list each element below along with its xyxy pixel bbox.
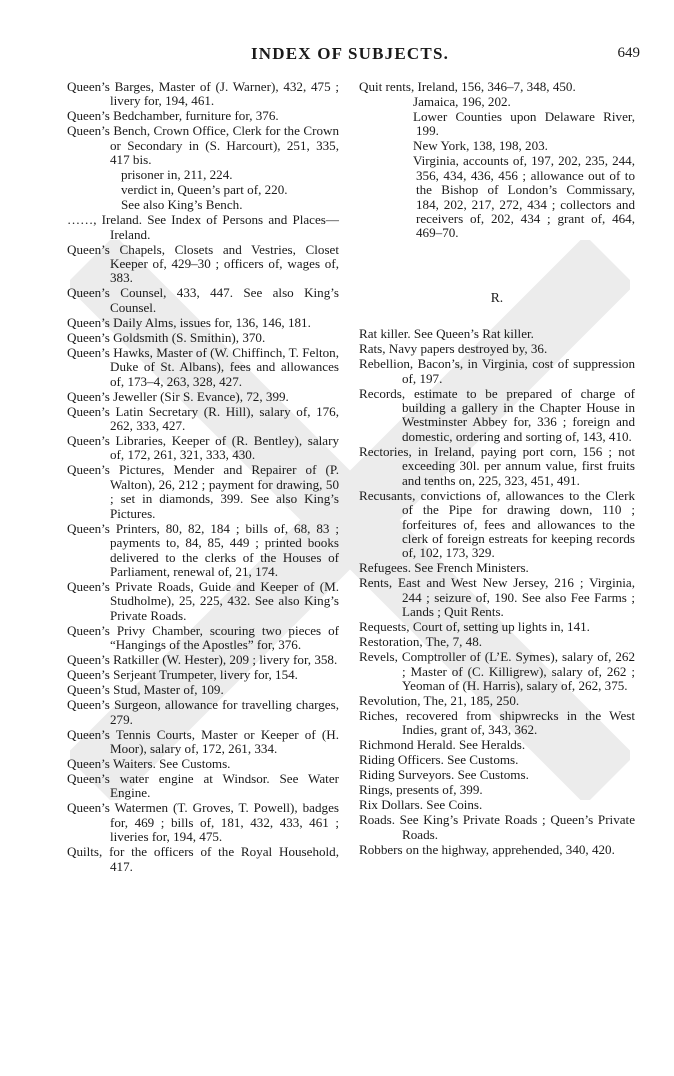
- index-entry: Rectories, in Ireland, paying port corn, 156 ; not exceeding 30l. per annum value, first fruits and tenths on, 225, 323, 451, 491.: [359, 443, 635, 488]
- page-number: 649: [617, 45, 640, 61]
- index-entry: Riding Officers. See Customs.: [359, 752, 519, 768]
- index-entry: Rats, Navy papers destroyed by, 36.: [359, 341, 548, 357]
- index-entry: Queen’s Ratkiller (W. Hester), 209 ; livery for, 358.: [67, 652, 338, 668]
- index-entry: Rat killer. See Queen’s Rat killer.: [359, 326, 534, 342]
- right-column-q-entries: [359, 80, 635, 241]
- index-entry: Quit rents, Ireland, 156, 346–7, 348, 450.: [359, 79, 576, 94]
- index-entry: Queen’s Libraries, Keeper of (R. Bentley), salary of, 172, 261, 321, 333, 430.: [67, 433, 339, 463]
- index-subentry: verdict in, Queen’s part of, 220.: [121, 182, 288, 198]
- index-entry: Recusants, convictions of, allowances to the Clerk of the Pipe for drawing down, 110 ; forfeitures of, fees and allowances to the clerk of foreign estreats for keeping records of, 102, 173, 329.: [359, 487, 635, 561]
- index-entry: Queen’s water engine at Windsor. See Water Engine.: [67, 770, 339, 801]
- index-entry: Queen’s Watermen (T. Groves, T. Powell), badges for, 469 ; bills of, 181, 432, 433, 461 ; liveries for, 194, 475.: [67, 800, 339, 845]
- index-entry: ……, Ireland. See Index of Persons and Places—Ireland.: [67, 212, 339, 242]
- index-entry: Queen’s Stud, Master of, 109.: [67, 682, 224, 698]
- index-entry: Queen’s Waiters. See Customs.: [67, 755, 231, 771]
- index-entry: Queen’s Goldsmith (S. Smithin), 370.: [67, 329, 266, 345]
- index-entry: Queen’s Pictures, Mender and Repairer of (P. Walton), 26, 212 ; payment for drawing, 50 ; set in diamonds, 399. See also King’s Pictures.: [67, 462, 339, 521]
- index-subentry: prisoner in, 211, 224.: [121, 167, 233, 183]
- index-entry: Queen’s Privy Chamber, scouring two pieces of “Hangings of the Apostles” for, 376.: [67, 622, 339, 653]
- index-entry: Revolution, The, 21, 185, 250.: [359, 692, 520, 708]
- index-entry: Queen’s Printers, 80, 82, 184 ; bills of, 68, 83 ; payments to, 84, 85, 449 ; printed books delivered to the clerks of the Houses of Parliament, renewal of, 21, 174.: [67, 520, 339, 579]
- index-entry: Queen’s Bench, Crown Office, Clerk for the Crown or Secondary in (S. Harcourt), 251, 335, 417 bis.: [67, 123, 339, 168]
- running-head: INDEX OF SUBJECTS.: [250, 44, 450, 63]
- index-subentry: Lower Counties upon Delaware River, 199.: [413, 109, 635, 139]
- index-entry: Queen’s Counsel, 433, 447. See also King’s Counsel.: [67, 285, 339, 315]
- index-entry: Roads. See King’s Private Roads ; Queen’s Private Roads.: [359, 812, 635, 842]
- index-subentry: New York, 138, 198, 203.: [413, 138, 548, 154]
- index-entry: Riches, recovered from shipwrecks in the West Indies, grant of, 343, 362.: [359, 707, 635, 738]
- index-entry: Riding Surveyors. See Customs.: [359, 767, 529, 783]
- index-entry: Queen’s Latin Secretary (R. Hill), salary of, 176, 262, 333, 427.: [67, 403, 339, 434]
- right-column-r-entries: [359, 327, 635, 857]
- index-entry: Queen’s Private Roads, Guide and Keeper of (M. Studholme), 25, 225, 432. See also King’s Private Roads.: [67, 578, 339, 623]
- index-entry: Requests, Court of, setting up lights in, 141.: [359, 619, 590, 635]
- index-entry: Richmond Herald. See Heralds.: [359, 737, 526, 753]
- index-entry: Rebellion, Bacon’s, in Virginia, cost of suppression of, 197.: [359, 356, 635, 386]
- index-entry: Restoration, The, 7, 48.: [359, 634, 483, 650]
- index-entry: Rents, East and West New Jersey, 216 ; Virginia, 244 ; seizure of, 190. See also Fee Farms ; Lands ; Quit Rents.: [359, 575, 635, 620]
- index-entry: Rings, presents of, 399.: [359, 782, 483, 798]
- index-entry: Records, estimate to be prepared of charge of building a gallery in the Chapter House in Westminster Abbey for, 336 ; foreign and domestic, ordering and sorting of, 143, 410.: [359, 385, 635, 444]
- index-entry: Queen’s Tennis Courts, Master or Keeper of (H. Moor), salary of, 172, 261, 334.: [67, 726, 339, 756]
- index-subentry: See also King’s Bench.: [121, 197, 243, 213]
- index-entry: Robbers on the highway, apprehended, 340, 420.: [359, 841, 615, 857]
- index-entry: Queen’s Jeweller (Sir S. Evance), 72, 399.: [67, 388, 289, 404]
- index-entry: Queen’s Serjeant Trumpeter, livery for, 154.: [67, 667, 298, 683]
- left-column: [67, 80, 339, 875]
- index-entry: Quilts, for the officers of the Royal Household, 417.: [67, 844, 339, 874]
- index-entry: Revels, Comptroller of (L’E. Symes), salary of, 262 ; Master of (C. Killigrew), salary of, 262 ; Yeoman of (H. Harris), salary of, 262, 375.: [359, 649, 635, 693]
- index-entry: Rix Dollars. See Coins.: [359, 797, 483, 813]
- page-header: [60, 44, 640, 68]
- index-subentry: Jamaica, 196, 202.: [413, 94, 511, 109]
- index-entry: Queen’s Chapels, Closets and Vestries, Closet Keeper of, 429–30 ; officers of, wages of, 383.: [67, 241, 339, 286]
- right-column: [359, 80, 635, 858]
- index-entry: Queen’s Bedchamber, furniture for, 376.: [67, 108, 279, 124]
- index-entry: Queen’s Daily Alms, issues for, 136, 146, 181.: [67, 314, 311, 330]
- index-entry: Queen’s Surgeon, allowance for travelling charges, 279.: [67, 697, 339, 727]
- index-entry: Queen’s Barges, Master of (J. Warner), 432, 475 ; livery for, 194, 461.: [67, 79, 339, 109]
- index-subentry: Virginia, accounts of, 197, 202, 235, 244, 356, 434, 436, 456 ; allowance out of to the Bishop of London’s Commissary, 184, 202, 217, 272, 434 ; collectors and receivers of, 202, 434 ; grant of, 464, 469–70.: [413, 153, 635, 241]
- section-letter: R.: [490, 289, 504, 305]
- index-entry: Refugees. See French Ministers.: [359, 560, 529, 576]
- index-entry: Queen’s Hawks, Master of (W. Chiffinch, T. Felton, Duke of St. Albans), fees and allowances of, 173–4, 263, 328, 427.: [67, 344, 339, 389]
